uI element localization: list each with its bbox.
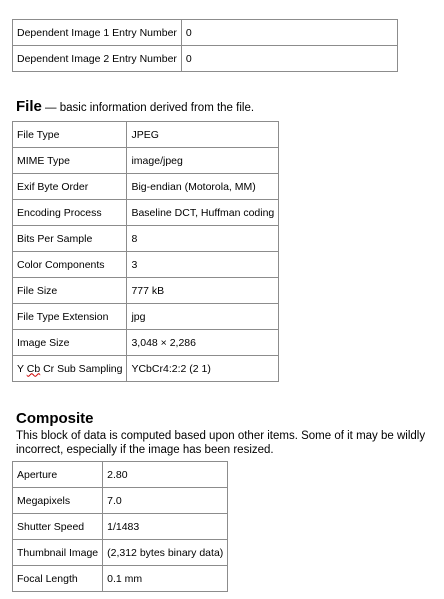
- field-value: Big-endian (Motorola, MM): [127, 174, 279, 200]
- table-row: [13, 330, 279, 356]
- field-value: 1/1483: [103, 514, 228, 540]
- field-name: Exif Byte Order: [13, 174, 127, 200]
- field-value: Baseline DCT, Huffman coding: [127, 200, 279, 226]
- table-row: [13, 174, 279, 200]
- spelling-underlined-text: Cb: [26, 362, 41, 375]
- field-name: [13, 356, 127, 382]
- file-section-description: — basic information derived from the file.: [41, 102, 255, 114]
- key-suffix: Cr Sub Sampling: [40, 362, 123, 375]
- field-value: 3: [127, 252, 279, 278]
- field-name: Bits Per Sample: [13, 226, 127, 252]
- table-row: [13, 46, 398, 72]
- field-value: 0: [181, 20, 397, 46]
- field-name: Encoding Process: [13, 200, 127, 226]
- field-name: Dependent Image 1 Entry Number: [13, 20, 182, 46]
- file-section-heading: [16, 98, 254, 117]
- table-row: [13, 566, 228, 592]
- field-name: Shutter Speed: [13, 514, 103, 540]
- table-row: [13, 200, 279, 226]
- field-value: 7.0: [103, 488, 228, 514]
- table-row: [13, 20, 398, 46]
- key-prefix: Y: [17, 362, 27, 375]
- dependent-image-table: [12, 19, 398, 72]
- field-name: File Type: [13, 122, 127, 148]
- table-row: [13, 304, 279, 330]
- field-value: JPEG: [127, 122, 279, 148]
- table-row: [13, 514, 228, 540]
- field-name: MIME Type: [13, 148, 127, 174]
- field-name: Thumbnail Image: [13, 540, 103, 566]
- table-row: [13, 356, 279, 382]
- field-name: Dependent Image 2 Entry Number: [13, 46, 182, 72]
- field-value: 0: [181, 46, 397, 72]
- file-section-title: File: [16, 98, 42, 115]
- table-row: [13, 252, 279, 278]
- field-name: Megapixels: [13, 488, 103, 514]
- table-row: [13, 148, 279, 174]
- table-row: [13, 462, 228, 488]
- field-value: image/jpeg: [127, 148, 279, 174]
- field-value: (2,312 bytes binary data): [103, 540, 228, 566]
- field-name: Image Size: [13, 330, 127, 356]
- composite-section-heading: Composite: [16, 410, 94, 427]
- field-value: jpg: [127, 304, 279, 330]
- field-value: 0.1 mm: [103, 566, 228, 592]
- field-name: Color Components: [13, 252, 127, 278]
- field-value: YCbCr4:2:2 (2 1): [127, 356, 279, 382]
- table-row: [13, 278, 279, 304]
- field-value: 2.80: [103, 462, 228, 488]
- field-name: File Size: [13, 278, 127, 304]
- composite-info-table: [12, 461, 228, 592]
- field-value: 777 kB: [127, 278, 279, 304]
- table-row: [13, 122, 279, 148]
- field-name: Focal Length: [13, 566, 103, 592]
- composite-section-description: This block of data is computed based upon other items. Some of it may be wildly incorrect, especially if the image has been resized.: [16, 430, 426, 456]
- table-row: [13, 488, 228, 514]
- field-name: File Type Extension: [13, 304, 127, 330]
- file-info-table: [12, 121, 279, 382]
- field-value: 8: [127, 226, 279, 252]
- field-name: Aperture: [13, 462, 103, 488]
- field-value: 3,048 × 2,286: [127, 330, 279, 356]
- table-row: [13, 540, 228, 566]
- table-row: [13, 226, 279, 252]
